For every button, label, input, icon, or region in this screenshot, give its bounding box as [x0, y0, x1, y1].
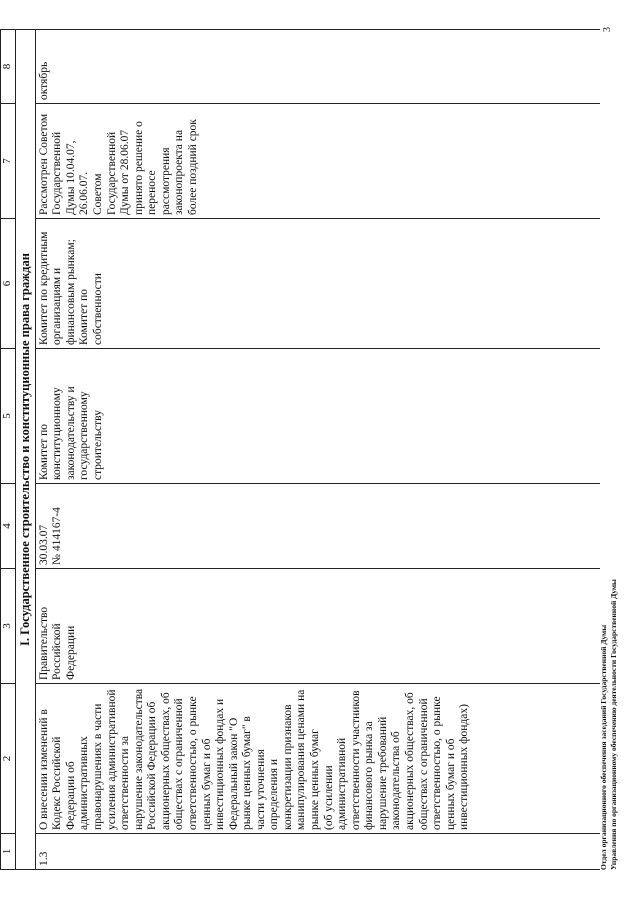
col-header-5: 5 [1, 349, 16, 484]
bill-title: О внесении изменений в Кодекс Российской Федерации об административных правонарушениях в части усиления административной ответственности за нарушение законодательства Российской Федерации об акционерных обществах, об обществах с ограниченной ответственностью, о рынке ценных бумаг и об инвестиционных фондах и Федеральный закон "О рынке ценных бумаг" в части уточнения определения и конкретизации признаков манипулирования ценами на рынке ценных бумаг (об усилении административной ответственности участников финансового рынка за нарушение требований законодательства об акционерных обществах, об обществах с ограниченной ответственностью, о рынке ценных бумаг и об инвестиционных фондах) [35, 684, 600, 834]
col-header-4: 4 [1, 484, 16, 569]
row-number: 1.3 [35, 834, 600, 870]
col-header-7: 7 [1, 104, 16, 219]
col-header-1: 1 [1, 834, 16, 870]
register-table [0, 29, 600, 870]
table-row [35, 30, 600, 870]
col-header-2: 2 [1, 684, 16, 834]
footer-line-2: Управления по организационному обеспечению деятельности Государственной Думы [609, 579, 618, 870]
col-header-8: 8 [1, 30, 16, 104]
bill-number: № 414167-4 [51, 507, 64, 565]
page-number: 3 [602, 27, 613, 32]
col-header-6: 6 [1, 219, 16, 349]
column-number-row [1, 30, 16, 870]
section-title: I. Государственное строительство и конституционные права граждан [16, 30, 36, 870]
footer-line-1: Отдел организационного обеспечения заседаний Государственной Думы [599, 624, 608, 870]
responsible-committee: Комитет по конституционному законодательству и государственному строительству [35, 349, 600, 484]
submission-date: 30.03.07 [37, 524, 50, 565]
planned-month: октябрь [35, 30, 600, 104]
date-number-cell [35, 484, 600, 569]
section-row [16, 30, 36, 870]
co-executor-committees: Комитет по кредитным организациям и финансовым рынкам; Комитет по собственности [35, 219, 600, 349]
status-text: Рассмотрен Советом Государственной Думы 10.04.07, 26.06.07. Советом Государственной Думы от 28.06.07 принято решение о переносе рассмотрения законопроекта на более поздний срок [35, 104, 600, 219]
initiator: Правительство Российской Федерации [35, 569, 600, 684]
col-header-3: 3 [1, 569, 16, 684]
